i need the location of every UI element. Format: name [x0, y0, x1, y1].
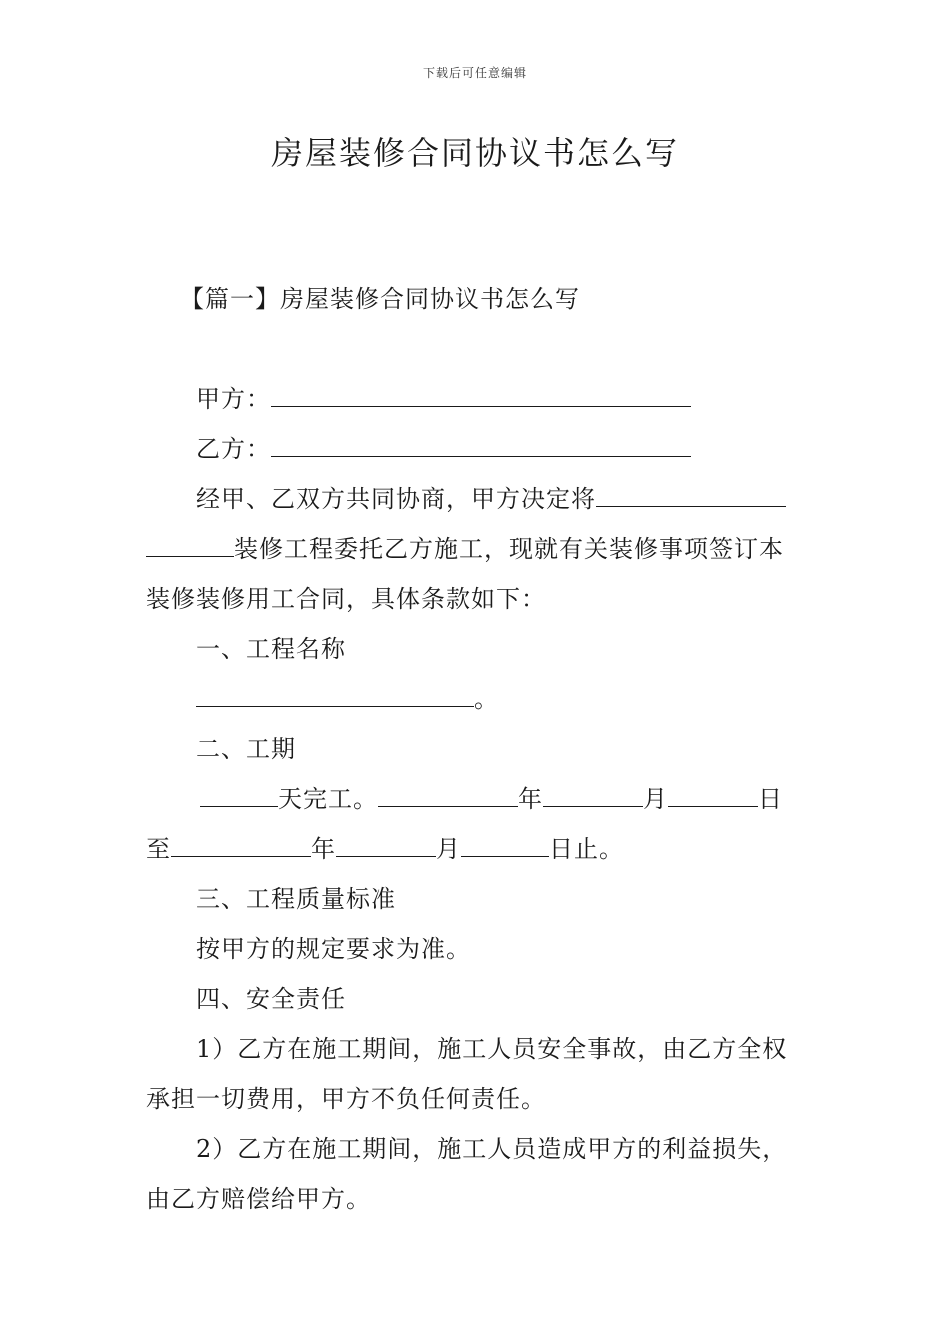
party-b-label: 乙方：	[196, 435, 271, 463]
intro-line-1	[196, 484, 856, 514]
clause-4-item-1-line-2: 承担一切费用，甲方不负任何责任。	[146, 1085, 546, 1113]
clause-3-heading: 三、工程质量标准	[196, 885, 396, 913]
clause-2-line-2	[146, 834, 806, 864]
to-label: 至	[146, 835, 171, 863]
section-heading: 【篇一】房屋装修合同协议书怎么写	[180, 285, 580, 313]
start-year-label: 年	[518, 785, 543, 813]
days-text: 天完工。	[278, 785, 378, 813]
intro-text-1: 经甲、乙双方共同协商，甲方决定将	[196, 485, 596, 513]
intro-text-2: 装修工程委托乙方施工，现就有关装修事项签订本	[234, 535, 784, 563]
clause-1-line	[196, 684, 856, 714]
clause-3-text: 按甲方的规定要求为准。	[196, 935, 471, 963]
intro-line-2	[146, 534, 806, 564]
end-year-blank	[171, 834, 311, 857]
document-title: 房屋装修合同协议书怎么写	[270, 134, 679, 172]
start-day-blank	[668, 784, 758, 807]
project-blank-b	[146, 534, 234, 557]
header-note: 下载后可任意编辑	[422, 66, 527, 80]
clause-1-heading: 一、工程名称	[196, 635, 346, 663]
project-name-blank	[196, 684, 474, 707]
party-b-line	[196, 434, 856, 464]
start-year-blank	[378, 784, 518, 807]
end-text: 日止。	[549, 835, 624, 863]
start-month-label: 月	[643, 785, 668, 813]
clause-2-heading: 二、工期	[196, 735, 296, 763]
party-a-blank	[271, 384, 691, 407]
party-b-blank	[271, 434, 691, 457]
project-blank-a	[596, 484, 786, 507]
clause-4-heading: 四、安全责任	[196, 985, 346, 1013]
end-month-label: 月	[436, 835, 461, 863]
end-year-label: 年	[311, 835, 336, 863]
clause-4-item-2-line-2: 由乙方赔偿给甲方。	[146, 1185, 371, 1213]
intro-line-3: 装修装修用工合同，具体条款如下：	[146, 585, 546, 613]
clause-4-item-1-line-1: 1）乙方在施工期间，施工人员安全事故，由乙方全权	[196, 1035, 788, 1063]
start-month-blank	[543, 784, 643, 807]
clause-2-line-1	[196, 784, 856, 814]
start-day-label: 日	[758, 785, 783, 813]
end-day-blank	[461, 834, 549, 857]
clause-1-end: 。	[474, 685, 499, 713]
party-a-line	[196, 384, 856, 414]
end-month-blank	[336, 834, 436, 857]
party-a-label: 甲方：	[196, 385, 271, 413]
clause-4-item-2-line-1: 2）乙方在施工期间，施工人员造成甲方的利益损失，	[196, 1135, 788, 1163]
days-blank	[200, 784, 278, 807]
